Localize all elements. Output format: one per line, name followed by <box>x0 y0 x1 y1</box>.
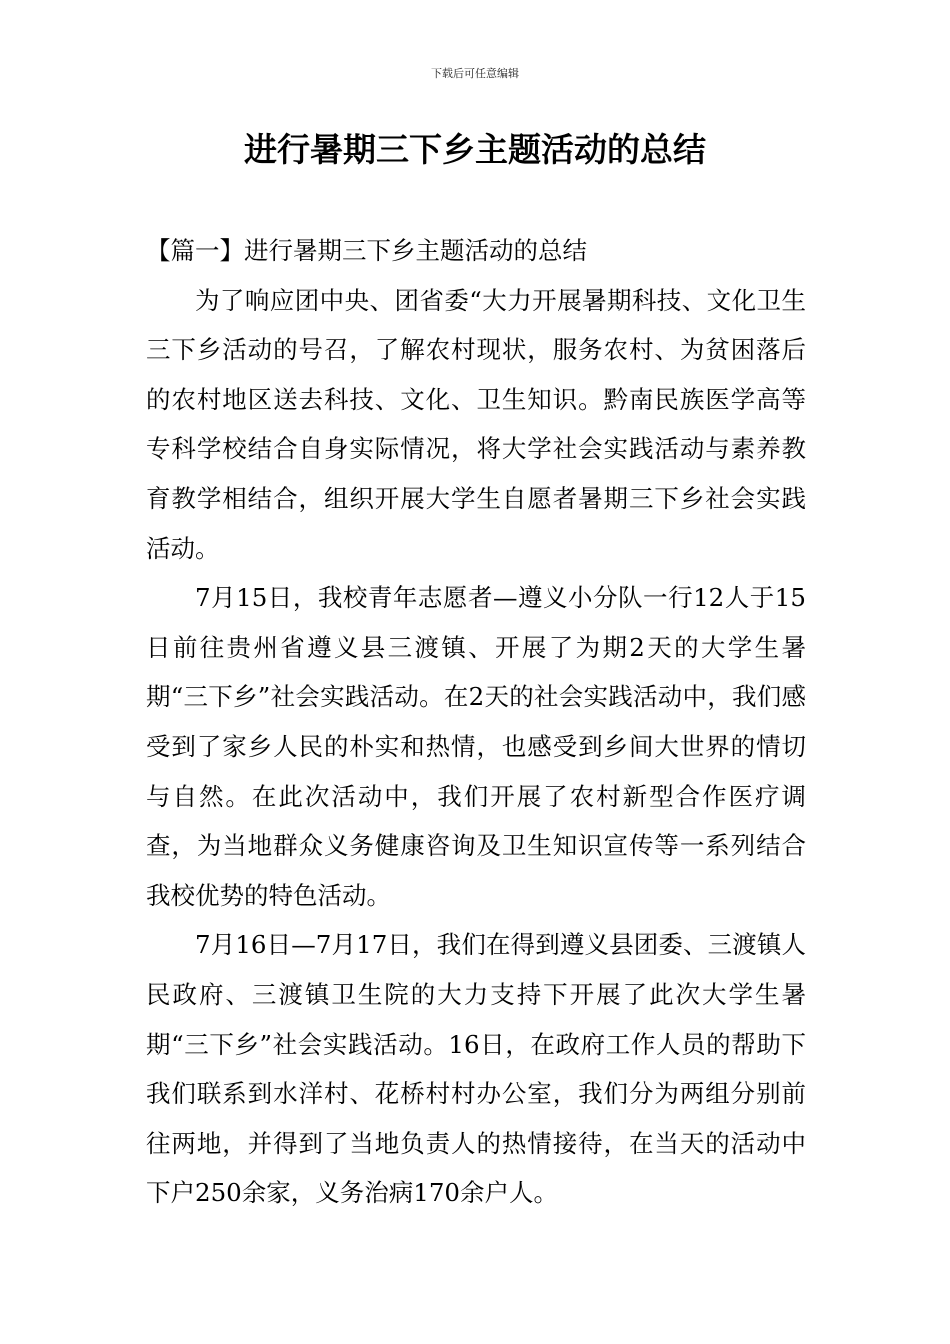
body-paragraph: 7月15日，我校青年志愿者—遵义小分队一行12人于15日前往贵州省遵义县三渡镇、开展了为期2天的大学生暑期“三下乡”社会实践活动。在2天的社会实践活动中，我们感受到了家乡人民的朴实和热情，也感受到乡间大世界的情切与自然。在此次活动中，我们开展了农村新型合作医疗调查，为当地群众义务健康咨询及卫生知识宣传等一系列结合我校优势的特色活动。 <box>146 583 806 910</box>
body-paragraph: 7月16日—7月17日，我们在得到遵义县团委、三渡镇人民政府、三渡镇卫生院的大力支持下开展了此次大学生暑期“三下乡”社会实践活动。16日，在政府工作人员的帮助下我们联系到水洋村、花桥村村办公室，我们分为两组分别前往两地，并得到了当地负责人的热情接待，在当天的活动中下户250余家，义务治病170余户人。 <box>146 930 806 1208</box>
section-heading: 【篇一】进行暑期三下乡主题活动的总结 <box>146 236 587 265</box>
document-body <box>146 226 806 1218</box>
body-paragraph: 为了响应团中央、团省委“大力开展暑期科技、文化卫生三下乡活动的号召，了解农村现状，服务农村、为贫困落后的农村地区送去科技、文化、卫生知识。黔南民族医学高等专科学校结合自身实际情况，将大学社会实践活动与素养教育教学相结合，组织开展大学生自愿者暑期三下乡社会实践活动。 <box>146 285 806 563</box>
document-title: 进行暑期三下乡主题活动的总结 <box>244 130 706 169</box>
header-note: 下载后可任意编辑 <box>431 67 519 80</box>
